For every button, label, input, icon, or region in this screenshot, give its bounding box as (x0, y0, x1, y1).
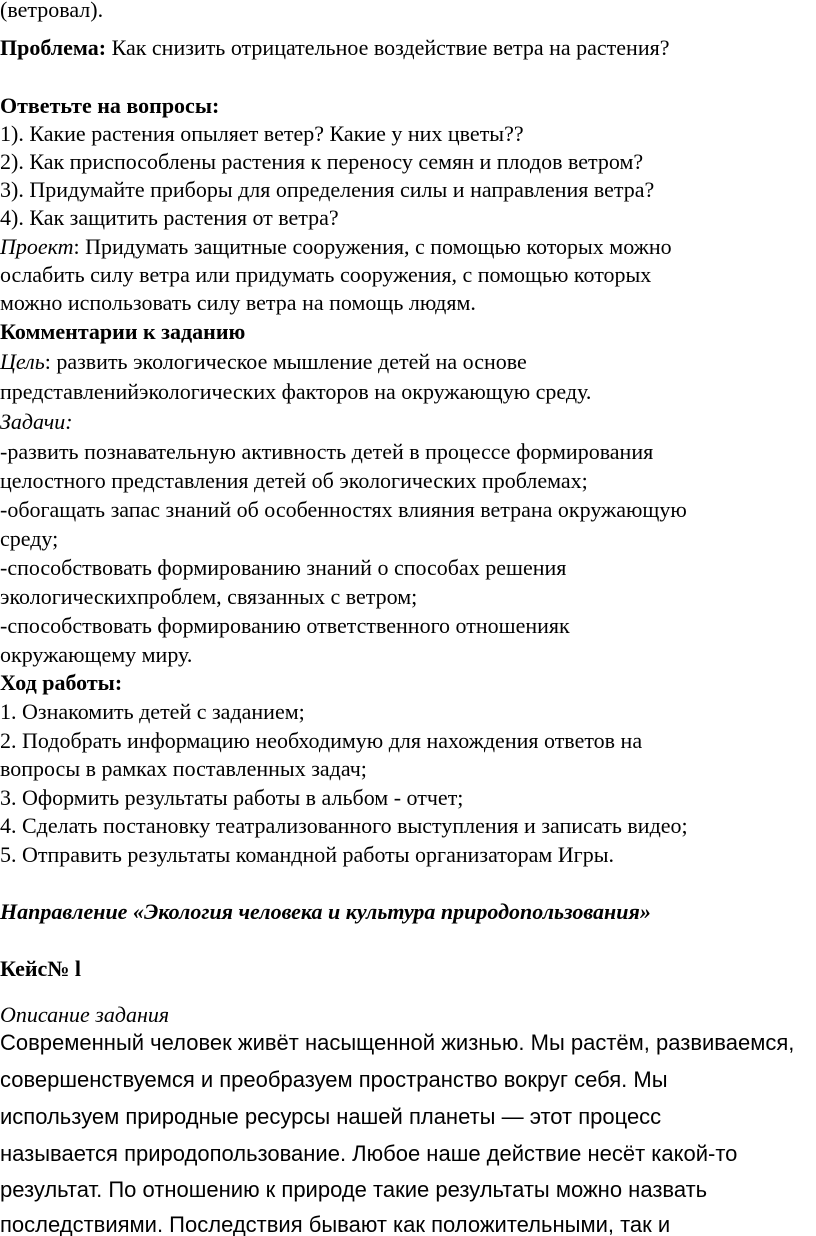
goal-line (0, 348, 527, 376)
project-line (0, 233, 672, 261)
work-step: 4. Сделать постановку театрализованного выступления и записать видео; (0, 813, 688, 838)
problem-text: Как снизить отрицательное воздействие ветра на растения? (111, 35, 670, 60)
work-step: 1. Ознакомить детей с заданием; (0, 699, 305, 724)
problem-label: Проблема: (0, 35, 107, 60)
task-line: окружающему миру. (0, 642, 193, 667)
text-line-top: (ветровал). (0, 0, 104, 22)
work-step: 5. Отправить результаты командной работы организаторам Игры. (0, 842, 614, 867)
case-heading: Кейс№ l (0, 956, 82, 981)
project-label: Проект (0, 234, 74, 259)
description-line: результат. По отношению к природе такие результаты можно назвать (0, 1177, 708, 1202)
description-line: Современный человек живёт насыщенной жизнью. Мы растём, развиваемся, (0, 1030, 795, 1055)
question-item: 1). Какие растения опыляет ветер? Какие у них цветы?? (0, 121, 524, 146)
problem-line (0, 34, 669, 62)
goal-text-line: представленийэкологических факторов на окружающую среду. (0, 379, 592, 404)
description-line: последствиями. Последствия бывают как положительными, так и (0, 1212, 671, 1236)
comments-heading: Комментарии к заданию (0, 319, 246, 344)
question-item: 3). Придумайте приборы для определения силы и направления ветра? (0, 177, 655, 202)
task-line: среду; (0, 526, 59, 551)
work-step: вопросы в рамках поставленных задач; (0, 756, 367, 781)
project-text-line: ослабить силу ветра или придумать сооружения, с помощью которых (0, 262, 652, 287)
task-line: целостного представления детей об экологических проблемах; (0, 468, 588, 493)
question-item: 2). Как приспособлены растения к переносу семян и плодов ветром? (0, 149, 644, 174)
goal-label: Цель (0, 349, 45, 374)
task-line: -способствовать формированию знаний о способах решения (0, 555, 567, 580)
description-line: совершенствуемся и преобразуем пространство вокруг себя. Мы (0, 1067, 668, 1092)
description-line: используем природные ресурсы нашей планеты — этот процесс (0, 1104, 662, 1129)
tasks-label: Задачи: (0, 409, 73, 434)
task-line: -развить познавательную активность детей в процессе формирования (0, 439, 654, 464)
description-line: называется природопользование. Любое наше действие несёт какой-то (0, 1141, 738, 1166)
project-text: : Придумать защитные сооружения, с помощью которых можно (73, 234, 672, 259)
work-step: 3. Оформить результаты работы в альбом - отчет; (0, 785, 464, 810)
project-text-line: можно использовать силу ветра на помощь людям. (0, 290, 476, 315)
task-line: -способствовать формированию ответственного отношенияк (0, 613, 570, 638)
work-heading: Ход работы: (0, 670, 123, 695)
description-heading: Описание задания (0, 1002, 170, 1027)
goal-text: : развить экологическое мышление детей на основе (44, 349, 527, 374)
questions-heading: Ответьте на вопросы: (0, 93, 220, 118)
task-line: экологическихпроблем, связанных с ветром; (0, 584, 418, 609)
direction-heading: Направление «Экология человека и культура природопользования» (0, 899, 651, 924)
task-line: -обогащать запас знаний об особенностях влияния ветрана окружающую (0, 497, 687, 522)
work-step: 2. Подобрать информацию необходимую для нахождения ответов на (0, 728, 643, 753)
question-item: 4). Как защитить растения от ветра? (0, 205, 339, 230)
